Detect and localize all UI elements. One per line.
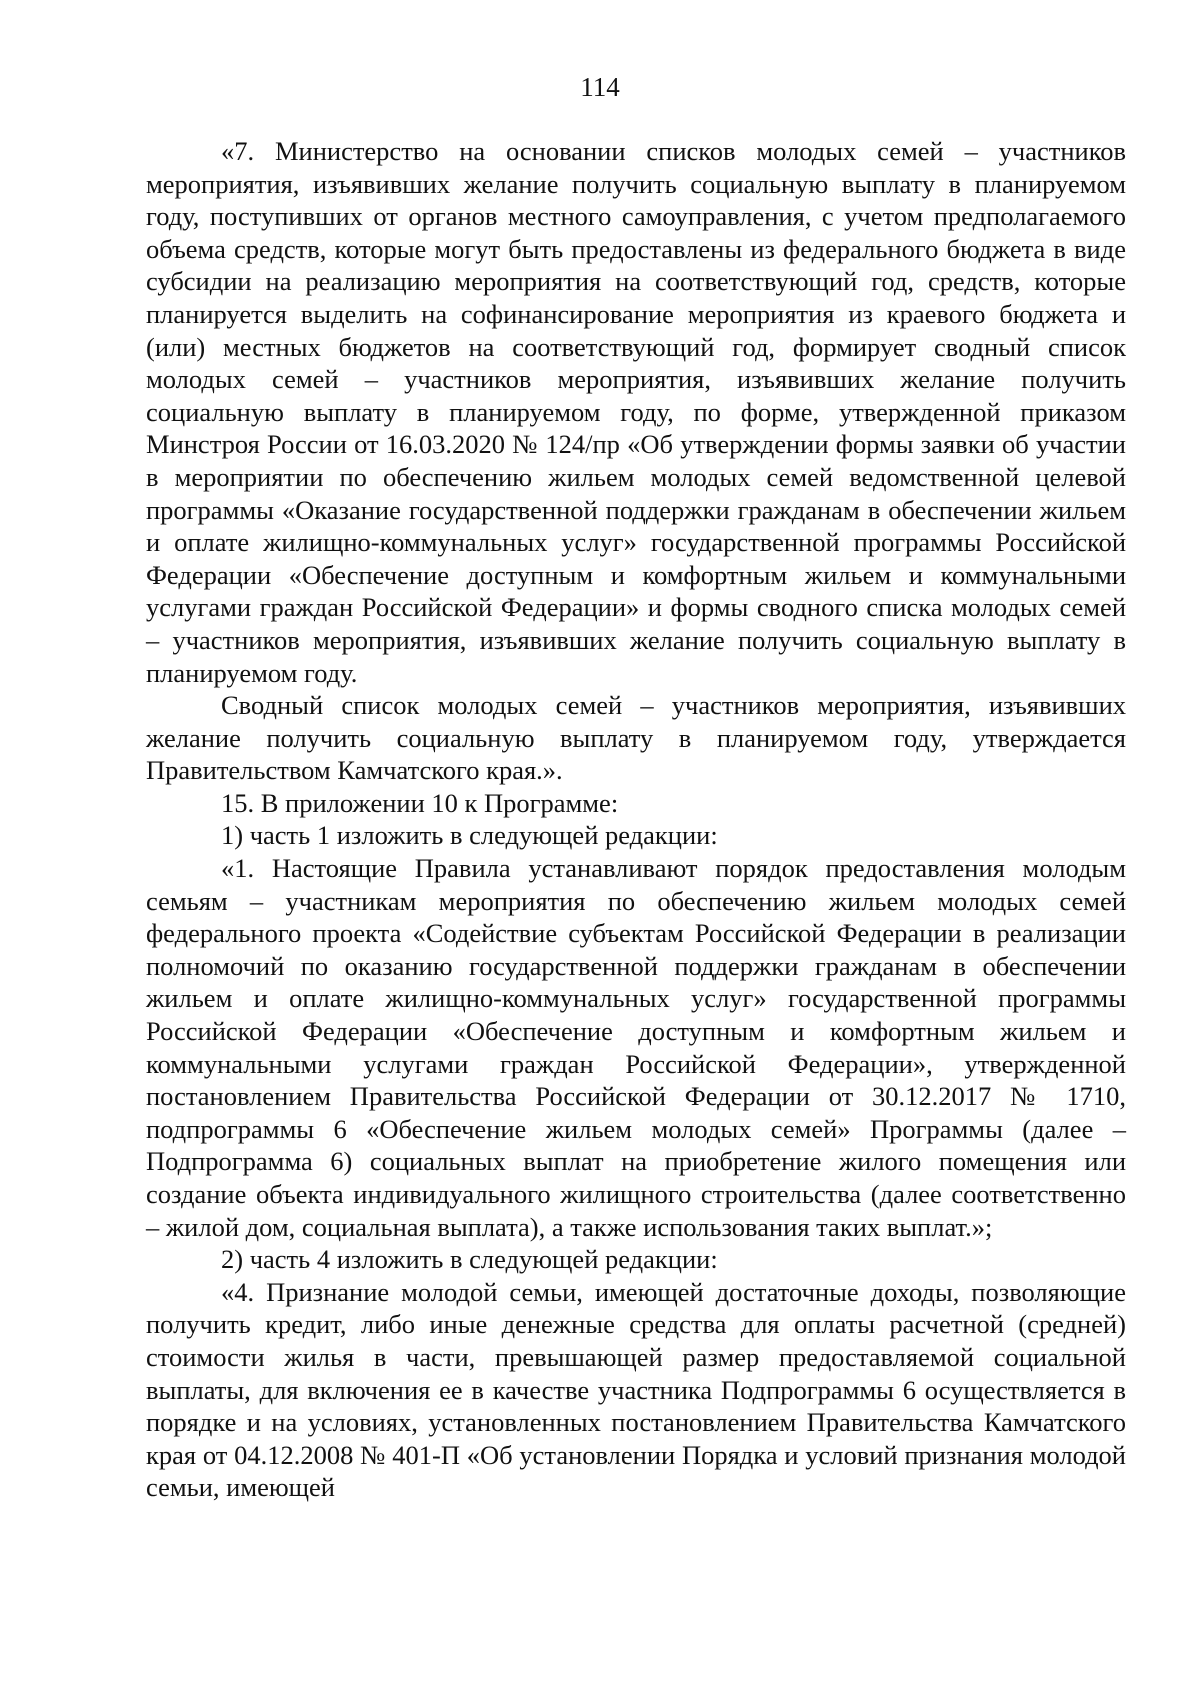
page-number: 114 [580, 72, 620, 102]
document-body [146, 135, 1126, 1504]
paragraph-summary-list: Сводный список молодых семей – участников мероприятия, изъявивших желание получить социальную выплату в планируемом году, утверждается Правительством Камчатского края.». [146, 690, 1126, 786]
paragraph-section-15: 15. В приложении 10 к Программе: [221, 787, 619, 818]
paragraph-item-7: «7. Министерство на основании списков молодых семей – участников мероприятия, изъявивших желание получить социальную выплату в планируемом году, поступивших от органов местного самоуправления, с учетом предполагаемого объема средств, которые могут быть предоставлены из федерального бюджета в виде субсидии на реализацию мероприятия на соответствующий год, средств, которые планируется выделить на софинансирование мероприятия из краевого бюджета и (или) местных бюджетов на соответствующий год, формирует сводный список молодых семей – участников мероприятия, изъявивших желание получить социальную выплату в планируемом году, по форме, утвержденной приказом Минстроя России от 16.03.2020 № 124/пр «Об утверждении формы заявки об участии в мероприятии по обеспечению жильем молодых семей ведомственной целевой программы «Оказание государственной поддержки гражданам в обеспечении жильем и оплате жилищно-коммунальных услуг» государственной программы Российской Федерации «Обеспечение доступным и комфортным жильем и коммунальными услугами граждан Российской Федерации» и формы сводного списка молодых семей – участников мероприятия, изъявивших желание получить социальную выплату в планируемом году. [146, 136, 1126, 688]
paragraph-part-1-text: «1. Настоящие Правила устанавливают порядок предоставления молодым семьям – участникам мероприятия по обеспечению жильем молодых семей федерального проекта «Содействие субъектам Российской Федерации в реализации полномочий по оказанию государственной поддержки гражданам в обеспечении жильем и оплате жилищно-коммунальных услуг» государственной программы Российской Федерации «Обеспечение доступным и комфортным жильем и коммунальными услугами граждан Российской Федерации», утвержденной постановлением Правительства Российской Федерации от 30.12.2017 № 1710, подпрограммы 6 «Обеспечение жильем молодых семей» Программы (далее – Подпрограмма 6) социальных выплат на приобретение жилого помещения или создание объекта индивидуального жилищного строительства (далее соответственно – жилой дом, социальная выплата), а также использования таких выплат.»; [146, 853, 1126, 1242]
paragraph-subsection-1: 1) часть 1 изложить в следующей редакции: [221, 820, 718, 851]
paragraph-subsection-2: 2) часть 4 изложить в следующей редакции: [221, 1244, 718, 1275]
paragraph-part-4-text: «4. Признание молодой семьи, имеющей достаточные доходы, позволяющие получить кредит, либо иные денежные средства для оплаты расчетной (средней) стоимости жилья в части, превышающей размер предоставляемой социальной выплаты, для включения ее в качестве участника Подпрограммы 6 осуществляется в порядке и на условиях, установленных постановлением Правительства Камчатского края от 04.12.2008 № 401-П «Об установлении Порядка и условий признания молодой семьи, имеющей [146, 1276, 1126, 1503]
